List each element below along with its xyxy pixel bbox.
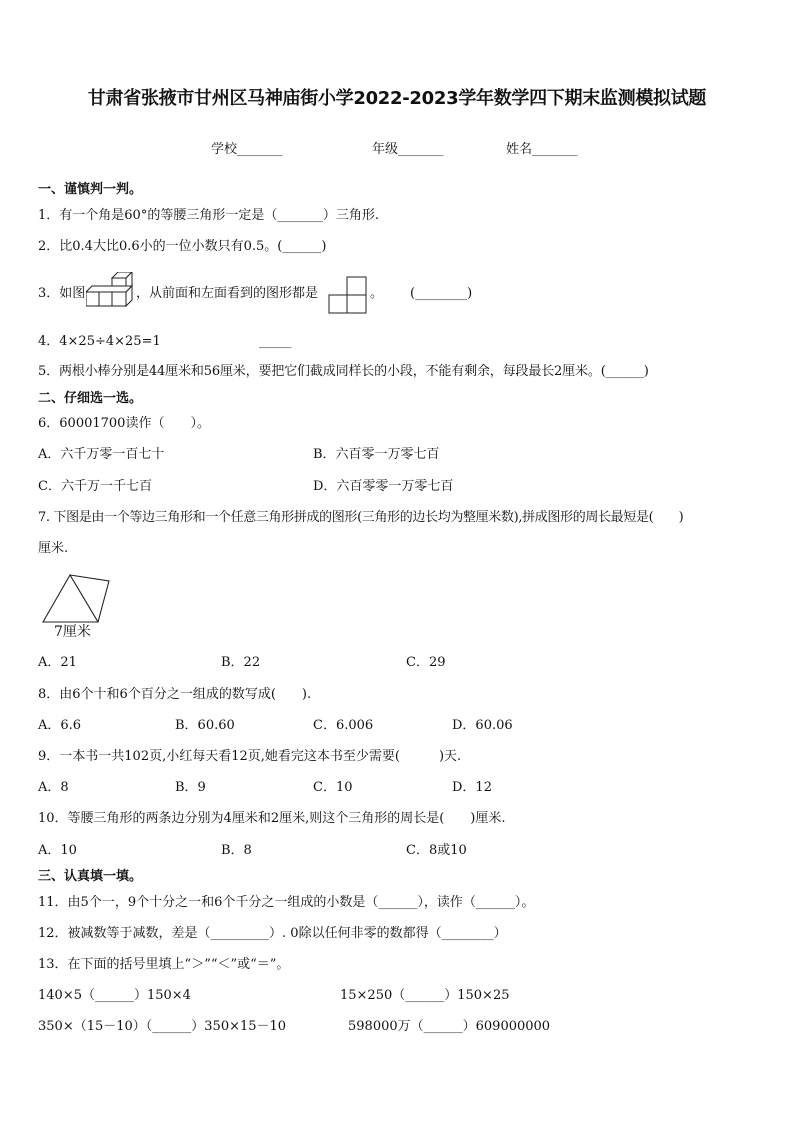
question-4: 4．4×25÷4×25=1 (38, 334, 161, 349)
question-2: 2．比0.4大比0.6小的一位小数只有0.5。(______) (38, 239, 327, 254)
question-6-option-c[interactable]: C．六千万一千七百 (38, 479, 152, 494)
question-3-middle: ，从前面和左面看到的图形都是 (136, 286, 319, 301)
question-10-option-b[interactable]: B．8 (221, 843, 252, 858)
question-9-option-a[interactable]: A．8 (38, 780, 69, 795)
section-2-heading: 二、仔细选一选。 (38, 391, 143, 406)
cube-stack-figure (86, 272, 134, 316)
question-6-option-a[interactable]: A．六千万零一百七十 (38, 447, 165, 462)
question-13-item-1: 140×5（______）150×4 (38, 988, 191, 1003)
question-9-option-d[interactable]: D．12 (452, 780, 492, 795)
question-13-item-3: 350×（15－10）（______）350×15－10 (38, 1019, 287, 1034)
question-9-option-c[interactable]: C．10 (313, 780, 353, 795)
question-6-option-b[interactable]: B．六百零一万零七百 (313, 447, 440, 462)
question-9: 9．一本书一共102页,小红每天看12页,她看完这本书至少需要( )天. (38, 749, 462, 764)
question-3-prefix: 3．如图 (38, 286, 86, 301)
question-1: 1．有一个角是60°的等腰三角形一定是（_______）三角形. (38, 208, 379, 223)
view-shape-figure (328, 276, 370, 314)
question-10-option-a[interactable]: A．10 (38, 843, 77, 858)
question-8-option-d[interactable]: D．60.06 (452, 718, 513, 733)
section-3-heading: 三、认真填一填。 (38, 869, 143, 884)
question-13-item-2: 15×250（______）150×25 (340, 988, 510, 1003)
question-11: 11．由5个一，9个十分之一和6个千分之一组成的小数是（______），读作（______）。 (38, 895, 535, 910)
question-8-option-c[interactable]: C．6.006 (313, 718, 374, 733)
school-field[interactable]: 学校_______ (211, 142, 283, 157)
question-13-item-4: 598000万（______）609000000 (348, 1019, 551, 1034)
question-3-end: 。 (370, 286, 384, 301)
question-7-unit: 厘米. (38, 541, 69, 556)
grade-field[interactable]: 年级_______ (372, 142, 444, 157)
page-title: 甘肃省张掖市甘州区马神庙街小学2022-2023学年数学四下期末监测模拟试题 (87, 88, 707, 109)
question-4-blank[interactable]: _____ (259, 334, 292, 349)
question-12: 12．被减数等于减数，差是（_________）. 0除以任何非零的数都得（________） (38, 926, 507, 941)
question-8-option-a[interactable]: A．6.6 (38, 718, 82, 733)
question-8-option-b[interactable]: B．60.60 (175, 718, 235, 733)
question-8: 8．由6个十和6个百分之一组成的数写成( ). (38, 687, 312, 702)
question-7-option-c[interactable]: C．29 (406, 655, 446, 670)
question-13: 13．在下面的括号里填上“＞”“＜”或“＝”。 (38, 957, 290, 972)
section-1-heading: 一、谨慎判一判。 (38, 182, 143, 197)
question-7: 7. 下图是由一个等边三角形和一个任意三角形拼成的图形(三角形的边长均为整厘米数),拼成图形的周长最短是( ) (38, 510, 684, 525)
triangle-figure (40, 572, 112, 628)
name-field[interactable]: 姓名_______ (506, 142, 578, 157)
question-5: 5．两根小棒分别是44厘米和56厘米，要把它们截成同样长的小段，不能有剩余，每段最长2厘米。(______) (38, 364, 649, 379)
question-9-option-b[interactable]: B．9 (175, 780, 206, 795)
triangle-side-label: 7厘米 (54, 624, 91, 640)
question-6-option-d[interactable]: D．六百零零一万零七百 (313, 479, 454, 494)
question-10: 10．等腰三角形的两条边分别为4厘米和2厘米,则这个三角形的周长是( )厘米. (38, 811, 506, 826)
question-10-option-c[interactable]: C．8或10 (406, 843, 467, 858)
question-3-blank[interactable]: (________) (410, 286, 473, 301)
question-7-option-b[interactable]: B．22 (221, 655, 261, 670)
question-7-option-a[interactable]: A．21 (38, 655, 77, 670)
question-6: 6．60001700读作（ ）。 (38, 416, 210, 431)
